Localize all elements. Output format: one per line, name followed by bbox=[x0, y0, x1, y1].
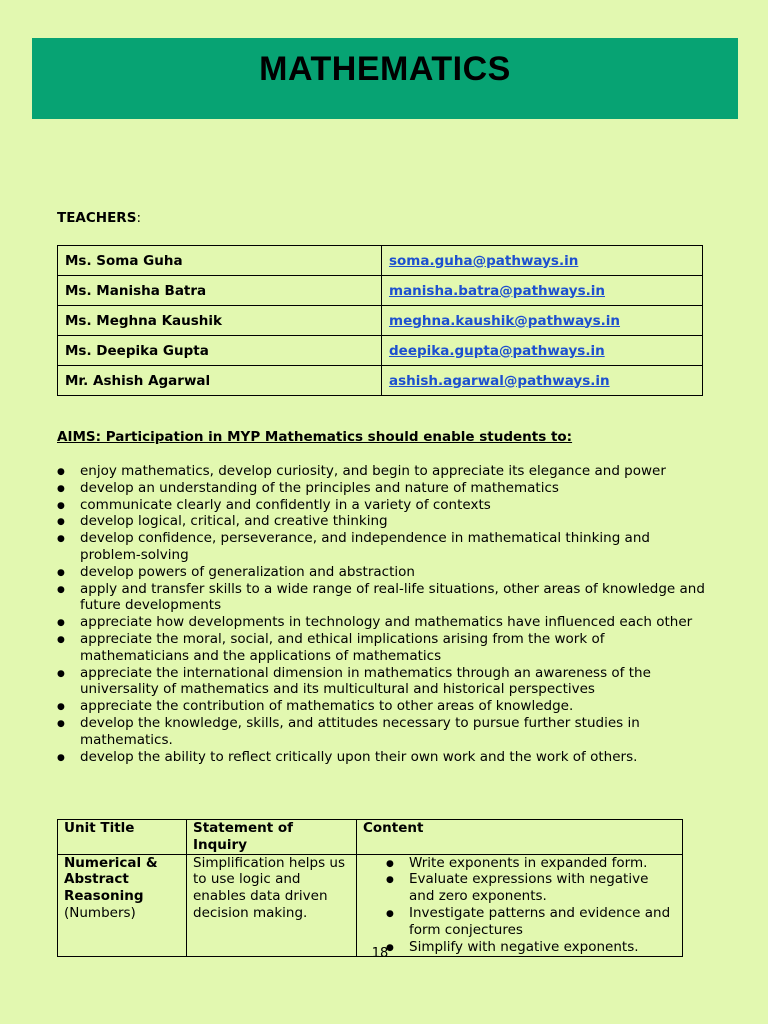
unit-statement: Simplification helps us to use logic and enables data driven decision making. bbox=[187, 854, 357, 956]
unit-row bbox=[58, 854, 683, 956]
units-table bbox=[57, 819, 683, 957]
teacher-row bbox=[58, 336, 703, 366]
teacher-email-link[interactable]: meghna.kaushik@pathways.in bbox=[389, 312, 621, 329]
unit-title: Numerical & Abstract Reasoning bbox=[64, 854, 158, 905]
unit-content-cell bbox=[357, 854, 683, 956]
content-item: ● Investigate patterns and evidence and form conjectures bbox=[386, 905, 676, 939]
content-item: ● Write exponents in expanded form. bbox=[386, 855, 676, 872]
aim-item: ● develop the ability to reflect critically upon their own work and the work of others. bbox=[57, 749, 707, 766]
teachers-table bbox=[57, 245, 703, 396]
teacher-name: Ms. Soma Guha bbox=[58, 246, 382, 276]
header-statement-of-inquiry: Statement of Inquiry bbox=[187, 820, 357, 855]
page-title: MATHEMATICS bbox=[259, 50, 511, 88]
aim-item: ● develop an understanding of the principles and nature of mathematics bbox=[57, 480, 707, 497]
aim-item: ● appreciate the international dimension in mathematics through an awareness of the universality of mathematics and its multicultural and historical perspectives bbox=[57, 665, 707, 699]
teacher-name: Ms. Deepika Gupta bbox=[58, 336, 382, 366]
unit-subtitle: (Numbers) bbox=[64, 904, 136, 921]
teachers-heading bbox=[57, 210, 141, 226]
header-content: Content bbox=[357, 820, 683, 855]
units-header-row bbox=[58, 820, 683, 855]
aims-heading: AIMS: Participation in MYP Mathematics should enable students to: bbox=[57, 429, 573, 445]
teacher-row bbox=[58, 276, 703, 306]
header-unit-title: Unit Title bbox=[58, 820, 187, 855]
teacher-name: Ms. Manisha Batra bbox=[58, 276, 382, 306]
content-item: ● Simplify with negative exponents. bbox=[386, 939, 676, 956]
aim-item: ● appreciate the contribution of mathematics to other areas of knowledge. bbox=[57, 698, 707, 715]
content-item: ● Evaluate expressions with negative and zero exponents. bbox=[386, 871, 676, 905]
aim-item: ● appreciate the moral, social, and ethical implications arising from the work of mathematicians and the applications of mathematics bbox=[57, 631, 707, 665]
teacher-name: Mr. Ashish Agarwal bbox=[58, 366, 382, 396]
teacher-row bbox=[58, 246, 703, 276]
aim-item: ● develop powers of generalization and abstraction bbox=[57, 564, 707, 581]
aim-item: ● enjoy mathematics, develop curiosity, and begin to appreciate its elegance and power bbox=[57, 463, 707, 480]
teacher-row bbox=[58, 306, 703, 336]
teachers-heading-colon: : bbox=[136, 210, 141, 226]
teacher-email-link[interactable]: deepika.gupta@pathways.in bbox=[389, 342, 605, 359]
unit-title-cell bbox=[58, 854, 187, 956]
teacher-email-link[interactable]: manisha.batra@pathways.in bbox=[389, 282, 605, 299]
teacher-name: Ms. Meghna Kaushik bbox=[58, 306, 382, 336]
title-banner bbox=[32, 38, 738, 119]
page-number: 18 bbox=[371, 946, 389, 961]
aim-item: ● apply and transfer skills to a wide range of real-life situations, other areas of knowledge and future developments bbox=[57, 581, 707, 615]
teacher-row bbox=[58, 366, 703, 396]
unit-content-list bbox=[363, 855, 676, 956]
teacher-email-link[interactable]: ashish.agarwal@pathways.in bbox=[389, 372, 610, 389]
aim-item: ● appreciate how developments in technology and mathematics have influenced each other bbox=[57, 614, 707, 631]
teacher-email-link[interactable]: soma.guha@pathways.in bbox=[389, 252, 579, 269]
teachers-heading-label: TEACHERS bbox=[57, 210, 137, 226]
aim-item: ● develop confidence, perseverance, and independence in mathematical thinking and problem-solving bbox=[57, 530, 707, 564]
aim-item: ● develop the knowledge, skills, and attitudes necessary to pursue further studies in mathematics. bbox=[57, 715, 707, 749]
aims-list bbox=[57, 463, 707, 765]
aim-item: ● communicate clearly and confidently in a variety of contexts bbox=[57, 497, 707, 514]
aim-item: ● develop logical, critical, and creative thinking bbox=[57, 513, 707, 530]
